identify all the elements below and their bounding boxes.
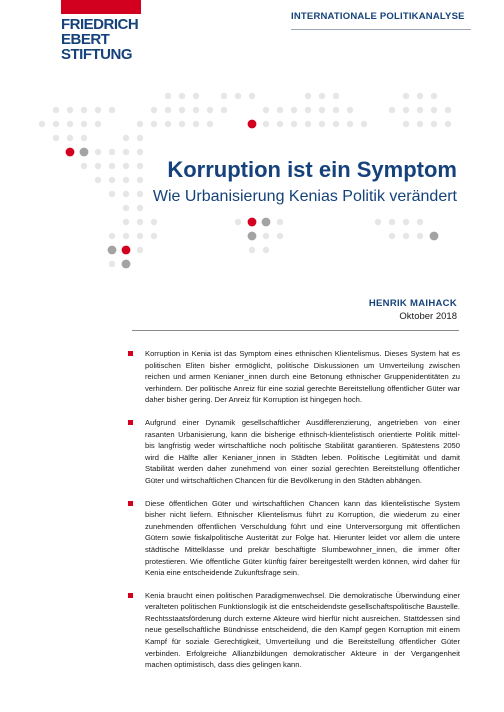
- bullet-marker-icon: [128, 351, 133, 356]
- map-dot: [39, 121, 45, 127]
- logo-line-2: EBERT: [61, 31, 110, 48]
- map-dot: [347, 107, 353, 113]
- map-dot: [165, 121, 171, 127]
- map-dot: [123, 149, 129, 155]
- map-dot: [235, 93, 241, 99]
- map-dot: [123, 219, 129, 225]
- map-dot: [95, 107, 101, 113]
- map-dot: [165, 107, 171, 113]
- map-dot: [417, 219, 423, 225]
- map-dot: [249, 247, 255, 253]
- map-dot: [109, 261, 115, 267]
- map-dot: [333, 107, 339, 113]
- map-dot: [81, 135, 87, 141]
- map-dot: [263, 247, 269, 253]
- map-dot: [123, 233, 129, 239]
- map-dot: [108, 246, 117, 255]
- summary-text: Korruption in Kenia ist das Symptom eines ethnischen Klientelismus. Dieses System hat es politischen Eliten bisher ermöglicht, politische Diskussionen um Umverteilung zwischen reichen und armen Kenianer_innen durch eine Betonung ethnischer Gruppenidentitäten zu verhindern. Der politische Anreiz für eine sozial gerechte Bereitstellung öffentlicher Güter war daher bisher gering. Der Anreiz für Korruption ist hingegen hoch.: [145, 349, 460, 405]
- map-dot: [263, 233, 269, 239]
- logo-line-3: STIFTUNG: [61, 46, 132, 63]
- series-divider: [291, 29, 471, 30]
- map-dot: [151, 121, 157, 127]
- map-dot: [67, 121, 73, 127]
- summary-text: Diese öffentlichen Güter und wirtschaftlichen Chancen kann das klientelistische System bisher nicht liefern. Ethnischer Klientelismus führt zu Korruption, die wiederum zu einer zunehmenden öffentlichen Verschuldung führt und eine Unterversorgung mit öffentlichen Gütern sowie fiskalpolitische Austerität zur Folge hat. Hierunter leidet vor allem die untere städtische Mittelklasse und prekär beschäftigte Slumbewohner_innen, die immer öfter protestieren. Wie öffentliche Güter künftig fairer bereitgestellt werden können, wird daher für Kenia eine entscheidende Zukunftsfrage sein.: [145, 498, 460, 578]
- map-dot: [151, 219, 157, 225]
- map-dot: [403, 219, 409, 225]
- map-dot: [179, 107, 185, 113]
- map-dot: [305, 93, 311, 99]
- bullet-marker-icon: [128, 420, 133, 425]
- map-dot: [53, 135, 59, 141]
- map-dot: [403, 121, 409, 127]
- map-dot: [445, 121, 451, 127]
- map-dot: [193, 121, 199, 127]
- map-dot: [67, 135, 73, 141]
- map-dot: [431, 107, 437, 113]
- map-dot: [277, 233, 283, 239]
- map-dot: [333, 93, 339, 99]
- map-dot: [262, 218, 271, 227]
- summary-item: [124, 590, 460, 671]
- map-dot: [193, 93, 199, 99]
- map-dot: [53, 107, 59, 113]
- map-dot: [445, 107, 451, 113]
- map-dot: [235, 219, 241, 225]
- brand-logo: [61, 17, 151, 62]
- map-dot: [333, 121, 339, 127]
- map-dot: [193, 107, 199, 113]
- summary-item: [124, 417, 460, 487]
- map-dot: [403, 107, 409, 113]
- logo-red-bar: [61, 0, 141, 14]
- map-dot: [347, 121, 353, 127]
- map-dot: [319, 121, 325, 127]
- map-dot: [248, 232, 257, 241]
- bullet-marker-icon: [128, 593, 133, 598]
- summary-text: Kenia braucht einen politischen Paradigmenwechsel. Die demokratische Überwindung einer veralteten politischen Funktionslogik ist die entscheidendste gesellschaftspolitische Baustelle. Rechtsstaatsförderung durch externe Akteure wird hierfür nicht ausreichen. Stattdessen sind neue gesellschaftliche Bündnisse entscheidend, die den Kampf gegen Korruption mit einem Kampf für soziale Gerechtigkeit, Umverteilung und die Bereitstellung öffentlicher Güter verbinden. Erfolgreiche Allianzbildungen demokratischer Akteure in der Vergangenheit machen optimistisch, dass dies gelingen kann.: [145, 590, 460, 670]
- map-dot: [305, 107, 311, 113]
- map-dot: [137, 233, 143, 239]
- map-dot: [53, 121, 59, 127]
- map-dot: [430, 232, 439, 241]
- section-divider: [132, 330, 459, 331]
- map-dot: [207, 107, 213, 113]
- map-dot: [319, 107, 325, 113]
- map-dot: [122, 260, 131, 269]
- map-dot: [389, 107, 395, 113]
- map-dot: [248, 120, 257, 129]
- map-dot: [291, 121, 297, 127]
- summary-item: [124, 498, 460, 579]
- author-name: HENRIK MAIHACK: [368, 298, 457, 309]
- map-dot: [277, 121, 283, 127]
- series-label: INTERNATIONALE POLITIKANALYSE: [291, 11, 465, 22]
- map-dot: [277, 107, 283, 113]
- map-dot: [248, 218, 257, 227]
- map-dot: [417, 121, 423, 127]
- map-dot: [165, 93, 171, 99]
- map-dot: [95, 149, 101, 155]
- map-dot: [151, 107, 157, 113]
- map-dot: [417, 93, 423, 99]
- map-dot: [417, 233, 423, 239]
- map-dot: [122, 246, 131, 255]
- map-dot: [137, 149, 143, 155]
- page-title: Korruption ist ein Symptom: [167, 157, 457, 182]
- map-dot: [95, 121, 101, 127]
- map-dot: [389, 233, 395, 239]
- summary-item: [124, 348, 460, 406]
- summary-list: [124, 348, 460, 682]
- map-dot: [81, 107, 87, 113]
- bullet-marker-icon: [128, 501, 133, 506]
- map-dot: [179, 93, 185, 99]
- map-dot: [221, 107, 227, 113]
- map-dot: [319, 93, 325, 99]
- map-dot: [81, 121, 87, 127]
- map-dot: [305, 121, 311, 127]
- map-dot: [109, 233, 115, 239]
- map-dot: [375, 219, 381, 225]
- map-dot: [221, 93, 227, 99]
- map-dot: [403, 233, 409, 239]
- map-dot: [80, 148, 89, 157]
- map-dot: [263, 107, 269, 113]
- map-dot: [417, 107, 423, 113]
- map-dot: [109, 149, 115, 155]
- publication-date: Oktober 2018: [399, 311, 457, 322]
- map-dot: [431, 93, 437, 99]
- map-dot: [137, 121, 143, 127]
- map-dot: [67, 107, 73, 113]
- map-dot: [403, 93, 409, 99]
- logo-line-1: FRIEDRICH: [61, 16, 139, 33]
- map-dot: [151, 233, 157, 239]
- map-dot: [263, 121, 269, 127]
- map-dot: [137, 135, 143, 141]
- map-dot: [137, 219, 143, 225]
- map-dot: [66, 148, 75, 157]
- map-dot: [109, 107, 115, 113]
- map-dot: [123, 135, 129, 141]
- map-dot: [277, 219, 283, 225]
- map-dot: [179, 121, 185, 127]
- map-dot: [137, 247, 143, 253]
- map-dot: [431, 121, 437, 127]
- page-subtitle: Wie Urbanisierung Kenias Politik verändert: [152, 188, 457, 205]
- map-dot: [389, 219, 395, 225]
- map-dot: [291, 107, 297, 113]
- summary-text: Aufgrund einer Dynamik gesellschaftlicher Ausdifferenzierung, angetrieben von einer rasanten Urbanisierung, kann die bisherige ethnisch-klientelistisch orientierte Politik mittel- bis langfristig weder wirtschaftliche noch politische Stabilität garantieren. Spätestens 2050 wird die Hälfte aller Kenianer_innen in Städten leben. Politische Legitimität und damit Stabilität werden daher zunehmend von einer sozial gerechten Bereitstellung öffentlicher Güter und wirtschaftlichen Chancen für die Bevölkerung in den Städten abhängen.: [145, 417, 460, 485]
- map-dot: [361, 121, 367, 127]
- map-dot: [249, 93, 255, 99]
- map-dot: [207, 121, 213, 127]
